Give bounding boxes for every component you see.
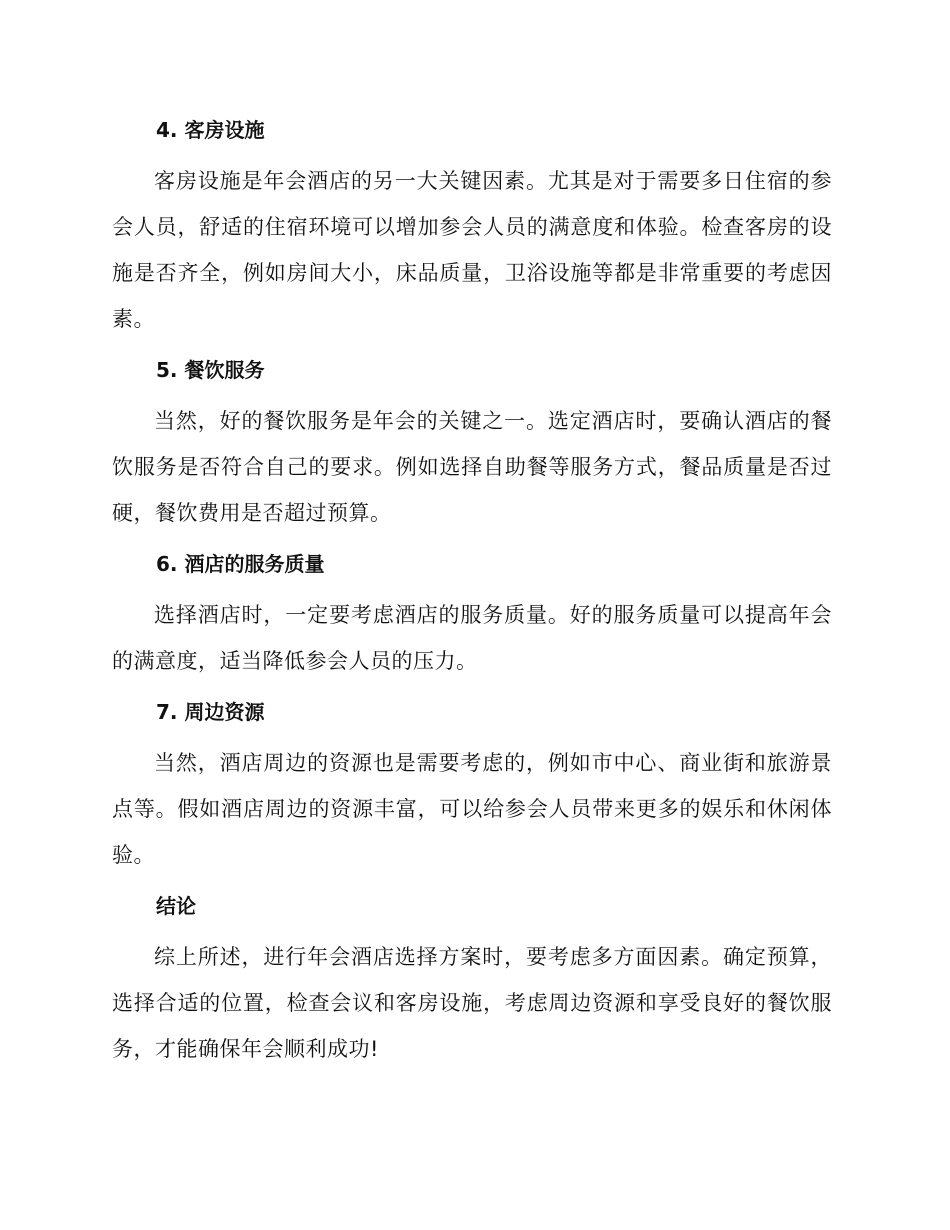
section-paragraph: 当然，好的餐饮服务是年会的关键之一。选定酒店时，要确认酒店的餐饮服务是否符合自己的要求。例如选择自助餐等服务方式，餐品质量是否过硬，餐饮费用是否超过预算。: [112, 409, 832, 525]
section-paragraph: 当然，酒店周边的资源也是需要考虑的，例如市中心、商业街和旅游景点等。假如酒店周边的资源丰富，可以给参会人员带来更多的娱乐和休闲体验。: [112, 751, 832, 867]
section-surrounding-resources: [112, 692, 832, 878]
section-catering-service: [112, 350, 832, 536]
section-heading: 5. 餐饮服务: [156, 358, 265, 382]
section-paragraph: 综上所述，进行年会酒店选择方案时，要考虑多方面因素。确定预算，选择合适的位置，检查会议和客房设施，考虑周边资源和享受良好的餐饮服务，才能确保年会顺利成功!: [112, 945, 832, 1061]
section-paragraph: 选择酒店时，一定要考虑酒店的服务质量。好的服务质量可以提高年会的满意度，适当降低参会人员的压力。: [112, 603, 832, 673]
section-hotel-service-quality: [112, 544, 832, 684]
section-conclusion: [112, 886, 832, 1072]
section-heading: 6. 酒店的服务质量: [156, 552, 325, 576]
section-heading: 7. 周边资源: [156, 700, 265, 724]
document-page: [112, 110, 832, 1072]
section-room-facilities: [112, 110, 832, 342]
section-heading: 结论: [156, 894, 196, 918]
section-paragraph: 客房设施是年会酒店的另一大关键因素。尤其是对于需要多日住宿的参会人员，舒适的住宿环境可以增加参会人员的满意度和体验。检查客房的设施是否齐全，例如房间大小，床品质量，卫浴设施等都是非常重要的考虑因素。: [112, 169, 832, 331]
section-heading: 4. 客房设施: [156, 118, 265, 142]
